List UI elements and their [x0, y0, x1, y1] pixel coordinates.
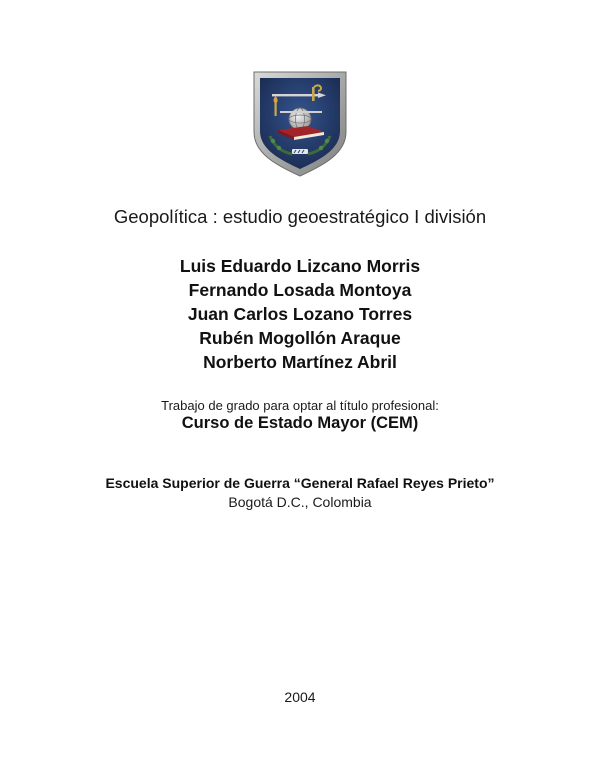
publication-year: 2004	[284, 689, 316, 705]
author-name: Luis Eduardo Lizcano Morris	[179, 256, 421, 276]
degree-name: Curso de Estado Mayor (CEM)	[181, 414, 419, 432]
document-title: Geopolítica : estudio geoestratégico I división	[113, 206, 487, 227]
author-name: Rubén Mogollón Araque	[199, 328, 401, 348]
author-name: Norberto Martínez Abril	[203, 352, 397, 372]
institution-name: Escuela Superior de Guerra “General Rafael Reyes Prieto”	[105, 475, 495, 491]
institution-location: Bogotá D.C., Colombia	[228, 494, 372, 510]
author-name: Juan Carlos Lozano Torres	[187, 304, 413, 324]
author-name: Fernando Losada Montoya	[188, 280, 412, 300]
author-list	[0, 254, 600, 374]
degree-intro-text: Trabajo de grado para optar al título profesional:	[161, 398, 439, 413]
military-school-crest-icon	[252, 70, 348, 178]
